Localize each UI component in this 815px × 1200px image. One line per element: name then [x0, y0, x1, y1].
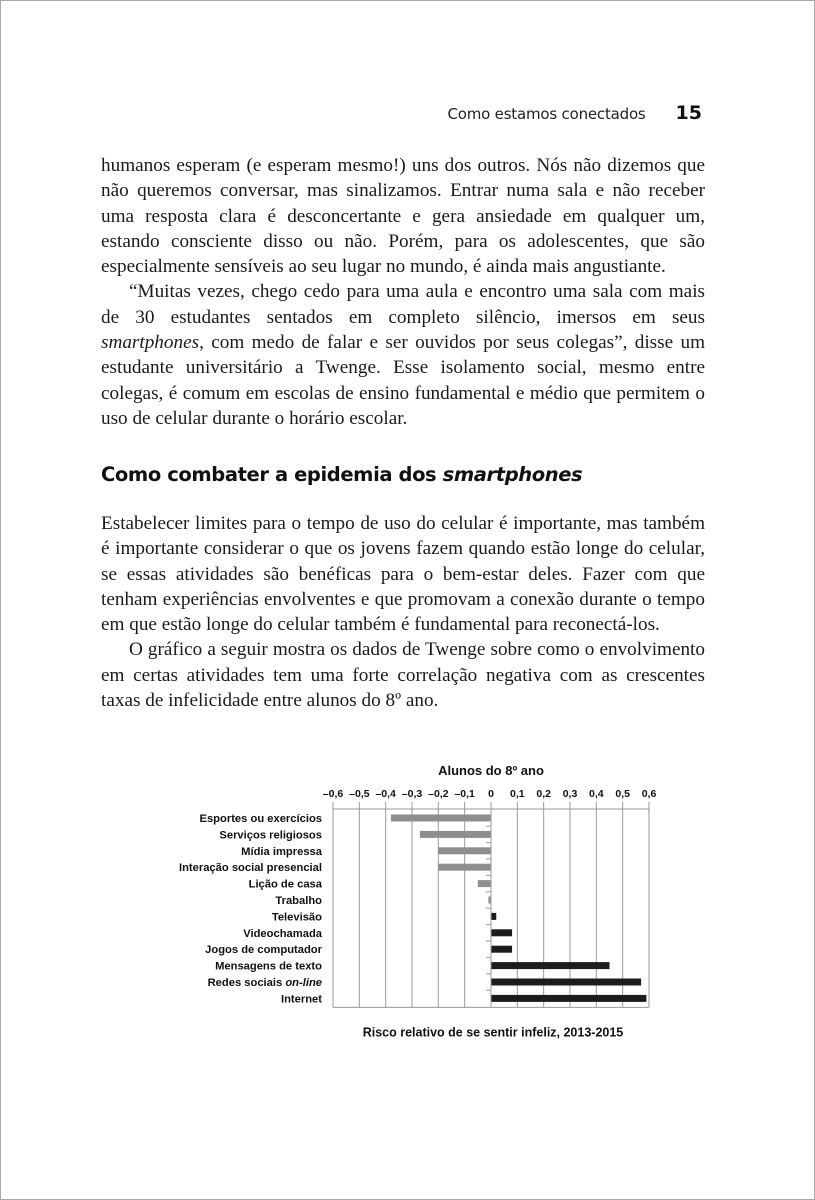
- category-label: [272, 911, 322, 923]
- category-label: [200, 813, 323, 825]
- section-heading-italic: smartphones: [442, 463, 583, 486]
- category-label: [179, 862, 322, 874]
- x-tick-label: 0,1: [510, 788, 525, 800]
- category-label-text: Redes sociais: [207, 977, 286, 989]
- category-label-text: Interação social presencial: [178, 862, 322, 875]
- running-header: [447, 102, 702, 124]
- paragraph: [101, 279, 705, 431]
- category-label: [215, 961, 322, 973]
- bar-11: [491, 979, 641, 986]
- bar-1: [391, 815, 491, 822]
- category-label-italic: on-line: [285, 977, 322, 989]
- category-label-text: Mídia impressa: [241, 845, 322, 858]
- section-heading: [101, 463, 582, 486]
- x-tick-label: –0,1: [454, 788, 475, 800]
- x-tick-label: –0,6: [322, 788, 344, 800]
- category-label-text: Serviços religiosos: [219, 829, 322, 842]
- category-label: [243, 928, 323, 940]
- category-label-text: Televisão: [271, 911, 322, 924]
- paragraph: [101, 153, 705, 279]
- category-label: [281, 993, 322, 1005]
- italic-text: smartphones: [101, 332, 200, 354]
- bar-8: [491, 929, 512, 936]
- category-label-text: Videochamada: [243, 927, 322, 940]
- bar-chart: [1, 751, 815, 1051]
- x-tick-label: 0,4: [589, 788, 604, 800]
- x-tick-label: 0,2: [536, 788, 551, 800]
- category-label-text: Mensagens de texto: [215, 960, 322, 973]
- section-heading-plain: Como combater a epidemia dos: [101, 463, 443, 486]
- running-title: Como estamos conectados: [447, 105, 646, 123]
- bar-4: [438, 864, 491, 871]
- text-run: Estabelecer limites para o tempo de uso do celular é importante, mas também é importante considerar o que os jovens fazem quando estão longe do celular, se essas atividades são benéficas para o bem-estar deles. Fazer com que tenham experiências envolventes e que promovam a conexão durante o tempo em que estão longe do celular também é fundamental para reconectá-los.: [101, 513, 705, 636]
- category-label: [208, 977, 322, 989]
- x-tick-label: 0: [488, 788, 494, 800]
- x-tick-label: 0,5: [615, 788, 630, 800]
- body-text-after: [101, 511, 705, 713]
- x-tick-label: –0,5: [349, 788, 370, 800]
- page-number: 15: [675, 102, 702, 124]
- text-run: , com medo de falar e ser ouvidos por seus colegas”, disse um estudante universitário a Twenge. Esse isolamento social, mesmo entre colegas, é comum em escolas de ensino fundamental e médio que permitem o uso de celular durante o horário escolar.: [101, 332, 705, 429]
- bar-3: [438, 847, 491, 854]
- x-tick-label: –0,2: [428, 788, 449, 800]
- body-text-before: [101, 153, 705, 431]
- bar-5: [478, 880, 491, 887]
- category-label: [275, 895, 322, 907]
- category-label-text: Jogos de computador: [205, 944, 322, 957]
- category-label: [205, 944, 323, 956]
- paragraph: [101, 637, 705, 713]
- bar-9: [491, 946, 512, 953]
- category-label: [241, 846, 323, 858]
- bar-10: [491, 962, 610, 969]
- chart-container: [1, 751, 815, 1051]
- text-run: humanos esperam (e esperam mesmo!) uns dos outros. Nós não dizemos que não queremos conversar, mas sinalizamos. Entrar numa sala e não receber uma resposta clara é desconcertante e gera ansiedade em qualquer um, estando consciente disso ou não. Porém, para os adolescentes, que são especialmente sensíveis ao seu lugar no mundo, é ainda mais angustiante.: [101, 155, 705, 278]
- text-run: O gráfico a seguir mostra os dados de Twenge sobre como o envolvimento em certas atividades tem uma forte correlação negativa com as crescentes taxas de infelicidade entre alunos do 8º ano.: [101, 639, 705, 712]
- x-tick-label: 0,6: [641, 788, 657, 800]
- category-label-text: Internet: [280, 993, 322, 1006]
- category-label: [249, 879, 323, 891]
- bar-12: [491, 995, 646, 1002]
- category-label-text: Lição de casa: [248, 878, 322, 891]
- category-label-text: Trabalho: [275, 895, 322, 907]
- category-label-text: Esportes ou exercícios: [199, 813, 322, 825]
- bar-2: [420, 831, 491, 838]
- chart-title: Alunos do 8º ano: [438, 763, 544, 778]
- category-label: [219, 829, 322, 841]
- x-tick-label: –0,3: [401, 788, 423, 800]
- x-tick-label: 0,3: [562, 788, 578, 800]
- paragraph: [101, 511, 705, 637]
- text-run: “Muitas vezes, chego cedo para uma aula e encontro uma sala com mais de 30 estudantes sentados em completo silêncio, imersos em seus: [101, 281, 705, 328]
- bar-7: [491, 913, 496, 920]
- x-axis-label: Risco relativo de se sentir infeliz, 2013-2015: [362, 1025, 624, 1040]
- x-tick-label: –0,4: [375, 788, 396, 800]
